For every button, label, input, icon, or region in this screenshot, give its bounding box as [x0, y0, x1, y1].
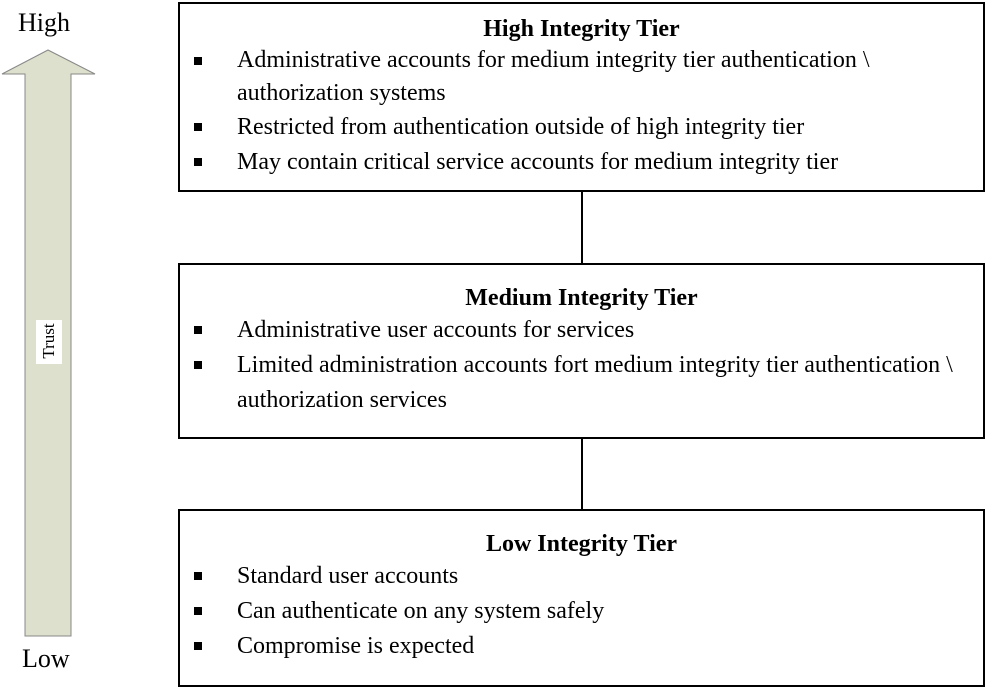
high-label: High	[18, 8, 70, 37]
item-text: Compromise is expected	[237, 633, 475, 659]
medium-integrity-tier-box	[178, 263, 985, 439]
tier-title: Low Integrity Tier	[485, 531, 678, 557]
item-text: Limited administration accounts fort medium integrity tier authentication \ authorization services	[237, 352, 953, 413]
item-text: Administrative accounts for medium integrity tier authentication \ authorization systems	[237, 47, 870, 106]
connector-line	[581, 190, 583, 264]
trust-label-bg	[36, 320, 62, 364]
list-item	[180, 145, 983, 180]
list-item	[180, 313, 983, 348]
low-integrity-tier-box	[178, 509, 985, 687]
list-item	[180, 44, 983, 110]
item-text: Administrative user accounts for services	[237, 317, 635, 343]
high-integrity-tier-box	[178, 2, 985, 192]
item-text: Restricted from authentication outside of high integrity tier	[237, 114, 805, 140]
list-item	[180, 348, 983, 418]
list-item	[180, 594, 983, 629]
item-text: Can authenticate on any system safely	[237, 598, 605, 624]
connector-line	[581, 437, 583, 510]
tier-title: High Integrity Tier	[483, 16, 680, 42]
list-item	[180, 629, 983, 664]
list-item	[180, 110, 983, 145]
item-text: Standard user accounts	[237, 563, 459, 589]
trust-label: Trust	[39, 323, 58, 359]
low-label: Low	[22, 644, 70, 673]
item-text: May contain critical service accounts for medium integrity tier	[237, 149, 839, 175]
list-item	[180, 559, 983, 594]
tier-title: Medium Integrity Tier	[465, 285, 698, 311]
